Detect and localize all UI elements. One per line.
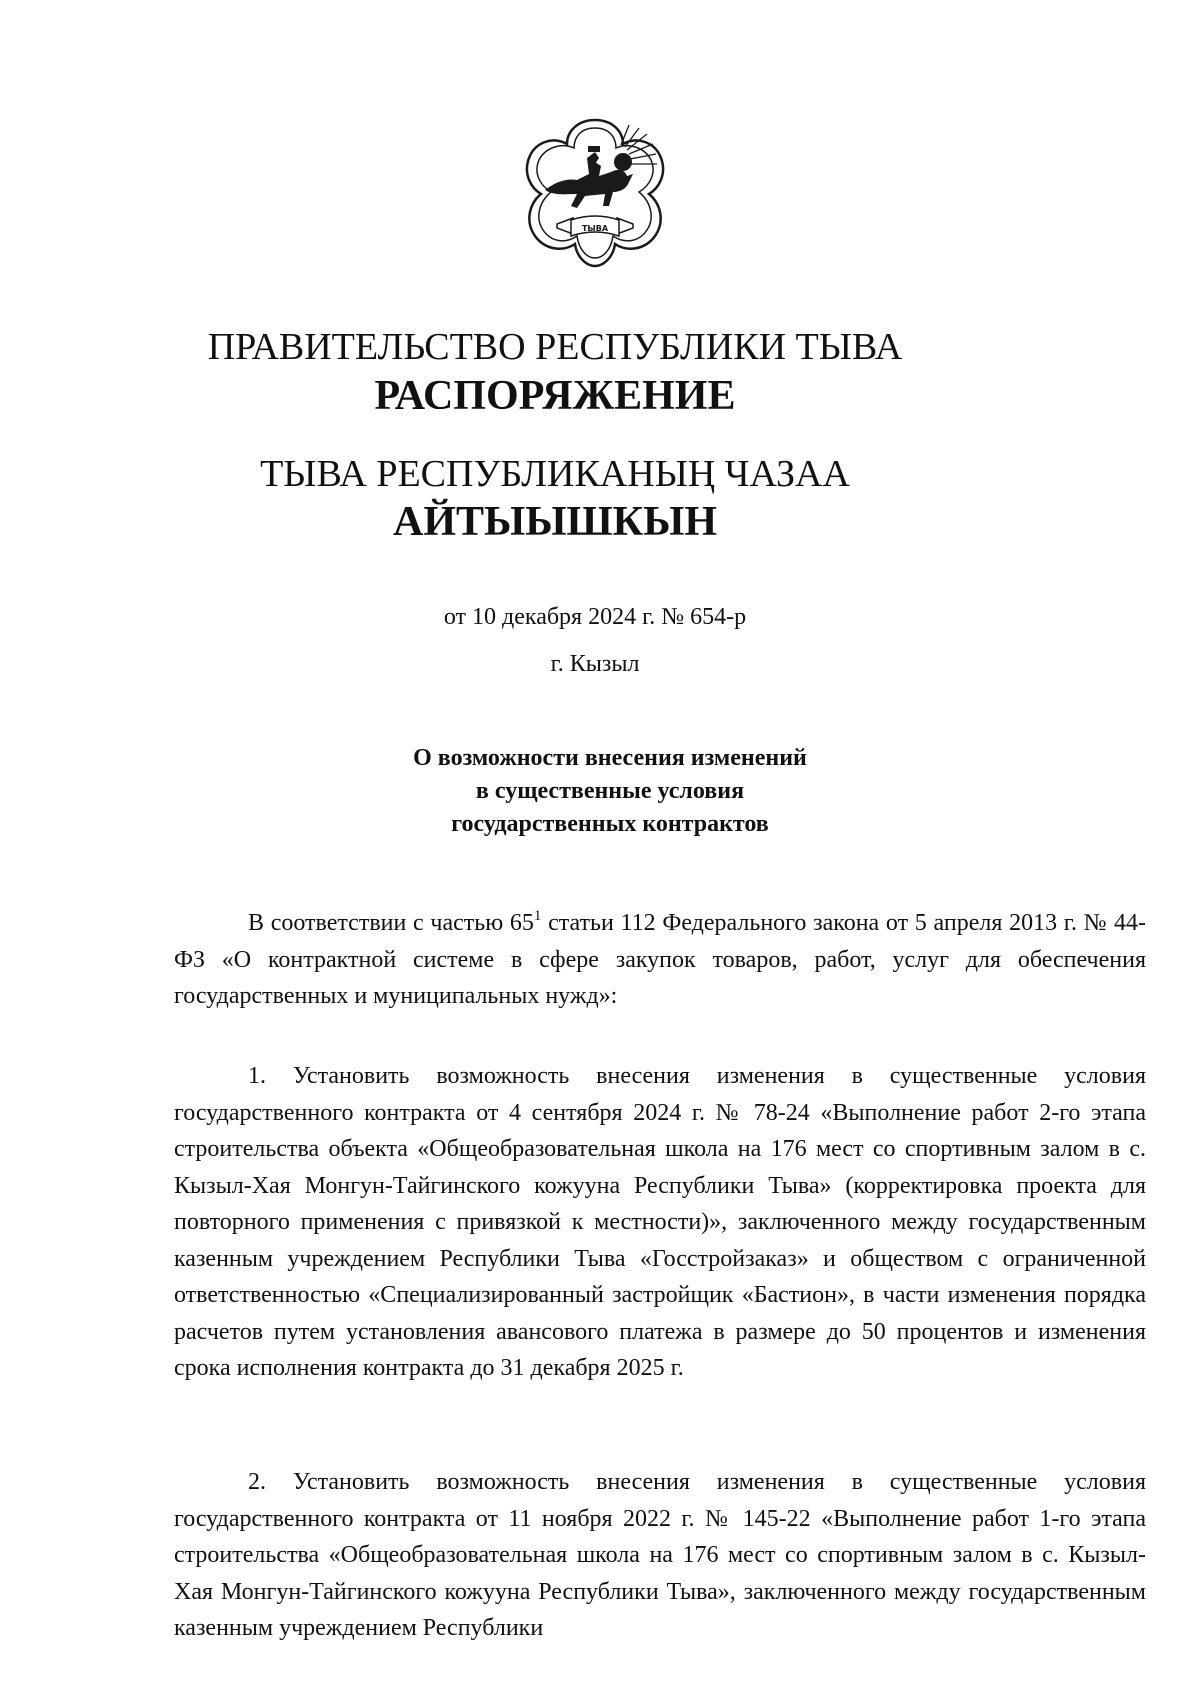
city: г. Кызыл xyxy=(550,651,640,677)
intro-paragraph xyxy=(174,905,1146,1015)
date-and-number: от 10 декабря 2024 г. № 654-р xyxy=(443,604,747,630)
intro-text-end: статьи 112 Федерального закона от 5 апреля 2013 г. № 44-ФЗ «О контрактной системе в сфере закупок товаров, работ, услуг для обеспечения государственных и муниципальных нужд»: xyxy=(174,910,1146,1009)
item-2-text: 2. Установить возможность внесения изменения в существенные условия государственного контракта от 11 ноября 2022 г. № 145-22 «Выполнение работ 1-го этапа строительства «Общеобразовательная школа на 176 мест со спортивным залом в с. Кызыл-Хая Монгун-Тайгинского кожууна Республики Тыва», заключенного между государственным казенным учреждением Республики xyxy=(174,1469,1146,1641)
intro-text-start: В соответствии с частью 65 xyxy=(248,910,534,936)
item-1-text: 1. Установить возможность внесения изменения в существенные условия государственного контракта от 4 сентября 2024 г. № 78-24 «Выполнение работ 2-го этапа строительства объекта «Общеобразовательная школа на 176 мест со спортивным залом в с. Кызыл-Хая Монгун-Тайгинского кожууна Республики Тыва» (корректировка проекта для повторного применения с привязкой к местности)», заключенного между государственным казенным учреждением Республики Тыва «Госстройзаказ» и обществом с ограниченной ответственностью «Специализированный застройщик «Бастион», в части изменения порядка расчетов путем установления авансового платежа в размере до 50 процентов и изменения срока исполнения контракта до 31 декабря 2025 г. xyxy=(174,1063,1146,1381)
document-type-tyv: АЙТЫЫШКЫН xyxy=(393,499,717,545)
superscript-index: 1 xyxy=(533,908,542,924)
government-title-ru: ПРАВИТЕЛЬСТВО РЕСПУБЛИКИ ТЫВА xyxy=(207,326,903,368)
document-subject xyxy=(0,742,1200,841)
document-type-ru: РАСПОРЯЖЕНИЕ xyxy=(374,373,736,419)
item-1-paragraph xyxy=(174,1058,1146,1387)
government-title-tyv: ТЫВА РЕСПУБЛИКАНЫҢ ЧАЗАА xyxy=(260,453,850,495)
subject-line: в существенные условия xyxy=(475,778,745,804)
item-2-paragraph xyxy=(174,1464,1146,1647)
svg-text:ТЫВА: ТЫВА xyxy=(581,224,609,233)
tuva-coat-of-arms-icon xyxy=(515,112,675,272)
subject-line: О возможности внесения изменений xyxy=(413,745,807,771)
subject-line: государственных контрактов xyxy=(451,811,769,837)
